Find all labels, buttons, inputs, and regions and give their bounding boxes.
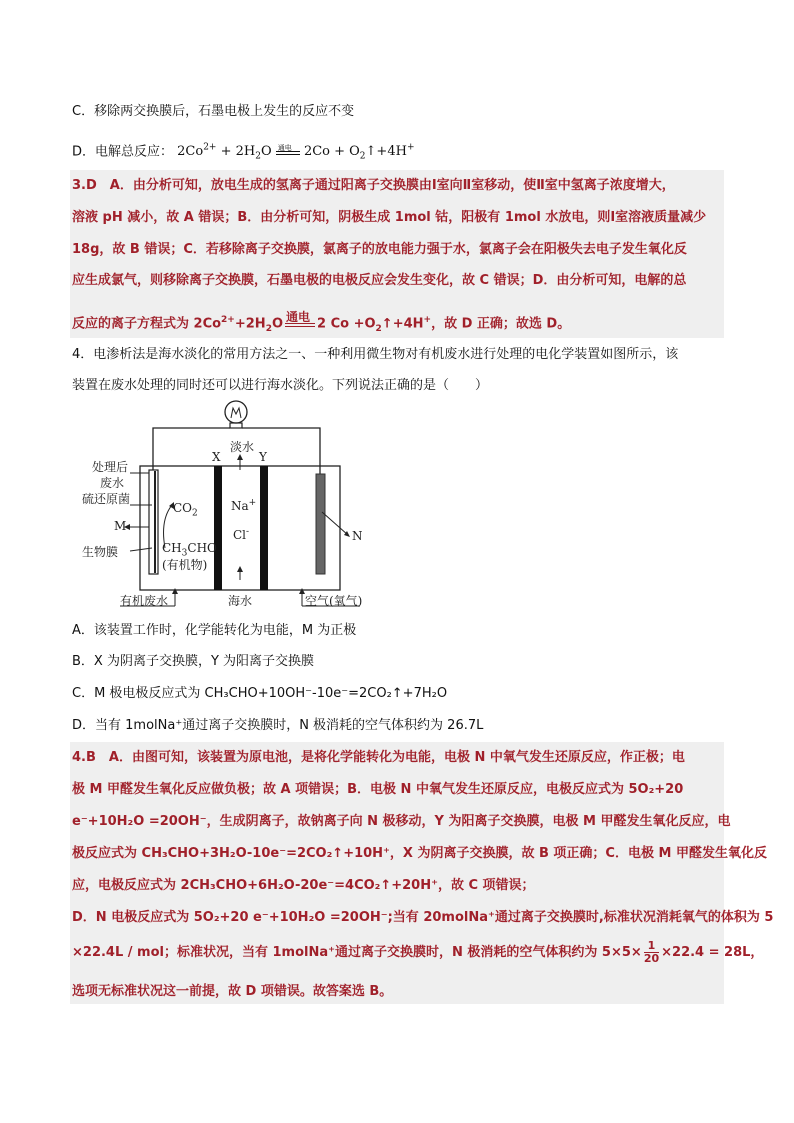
q4-answer-line: 选项无标准状况这一前提，故 D 项错误。故答案选 B。 <box>72 984 393 999</box>
q4-answer-line: 4.B A．由图可知，该装置为原电池，是将化学能转化为电能，电极 N 中氧气发生还原反应，作正极；电 <box>72 750 685 765</box>
bulb-icon <box>225 401 247 423</box>
label-treated-1: 处理后 <box>92 460 129 474</box>
label-air: 空气(氧气) <box>305 594 363 608</box>
q4-answer-line: 极 M 甲醛发生氧化反应做负极；故 A 项错误；B．电极 N 中氧气发生还原反应，电极反应式为 5O₂+20 <box>72 782 684 797</box>
label-seawater: 海水 <box>228 594 253 608</box>
label-fresh-water: 淡水 <box>230 440 255 454</box>
label-membrane-y: Y <box>259 450 267 464</box>
q3-answer-line: 反应的离子方程式为 $2Co^{2+}+2H_2O$ 通电 2 $Co +O_2↑+4H^+$，故 D 正确；故选 D。 <box>72 310 571 334</box>
q4-stem: 装置在废水处理的同时还可以进行海水淡化。下列说法正确的是（ ） <box>72 378 489 393</box>
q4-stem: 4．电渗析法是海水淡化的常用方法之一、一种利用微生物对有机废水进行处理的电化学装置如图所示，该 <box>72 347 679 362</box>
label-na: Na+ <box>231 498 257 513</box>
q4-option-d: D．当有 1molNa⁺通过离子交换膜时，N 极消耗的空气体积约为 26.7L <box>72 718 484 733</box>
q4-option-c: C．M 极电极反应式为 CH₃CHO+10OH⁻-10e⁻=2CO₂↑+7H₂O <box>72 686 448 701</box>
label-n: N <box>352 529 363 543</box>
fraction: $\frac{1}{20}$ <box>643 939 660 965</box>
membrane-x <box>214 466 222 590</box>
q3-option-d-prefix: D．电解总反应： <box>72 144 174 160</box>
label-biofilm: 生物膜 <box>82 545 119 559</box>
q4-answer-line: 极反应式为 CH₃CHO+3H₂O-10e⁻=2CO₂↑+10H⁺，X 为阴离子交换膜，故 B 项正确；C．电极 M 甲醛发生氧化反 <box>72 846 767 861</box>
electrode-n <box>316 474 325 574</box>
label-bacteria: 硫还原菌 <box>82 492 131 506</box>
q3-answer-line: 溶液 pH 减小，故 A 错误；B．由分析可知，阴极生成 1mol 钴，阳极有 1mol 水放电，则Ⅰ室溶液质量减少 <box>72 210 707 225</box>
label-organic-waste: 有机废水 <box>120 594 169 608</box>
label-cl: Cl- <box>233 527 250 542</box>
label-treated-2: 废水 <box>100 476 125 490</box>
q3-answer-line: 应生成氯气，则移除离子交换膜，石墨电极的电极反应会发生变化，故 C 错误；D．由分析可知，电解的总 <box>72 273 687 288</box>
label-m: M <box>114 519 127 533</box>
label-organic: (有机物) <box>162 558 208 572</box>
label-co2: $CO_2$ <box>173 501 198 519</box>
q4-option-b: B．X 为阴离子交换膜，Y 为阳离子交换膜 <box>72 654 315 669</box>
q4-answer-block <box>70 742 774 1004</box>
membrane-y <box>260 466 268 590</box>
q3-option-d-equation: $2Co^{2+} + 2H_2O$ 通电 $2Co + O_2↑+4H^+$ <box>177 143 415 162</box>
q3-answer-line: 3.D A．由分析可知，放电生成的氢离子通过阳离子交换膜由Ⅰ室向Ⅱ室移动，使Ⅱ室中氢离子浓度增大， <box>72 178 675 193</box>
label-ch3cho: $CH_3CHO$ <box>162 541 217 559</box>
q4-answer-line: e⁻+10H₂O =20OH⁻，生成阴离子，故钠离子向 N 极移动，Y 为阳离子交换膜，电极 M 甲醛发生氧化反应，电 <box>72 814 731 829</box>
q4-answer-line: D．N 电极反应式为 5O₂+20 e⁻+10H₂O =20OH⁻;当有 20molNa⁺通过离子交换膜时,标准状况消耗氧气的体积为 5 <box>72 910 774 925</box>
q4-answer-line: ×22.4L / mol；标准状况，当有 1molNa⁺通过离子交换膜时，N 极消耗的空气体积约为 5×5× $\frac{1}{20}$ ×22.4 = 28L， <box>72 939 764 965</box>
q4-answer-line: 应，电极反应式为 2CH₃CHO+6H₂O-20e⁻=4CO₂↑+20H⁺，故 C 项错误； <box>72 878 535 893</box>
electrode-m <box>149 470 158 574</box>
q4-option-a: A．该装置工作时，化学能转化为电能，M 为正极 <box>72 623 357 638</box>
q3-answer-line: 18g，故 B 错误；C．若移除离子交换膜，氯离子的放电能力强于水，氯离子会在阳极失去电子发生氧化反 <box>72 242 687 257</box>
label-membrane-x: X <box>212 450 221 464</box>
q3-option-c: C．移除两交换膜后，石墨电极上发生的反应不变 <box>72 104 355 119</box>
